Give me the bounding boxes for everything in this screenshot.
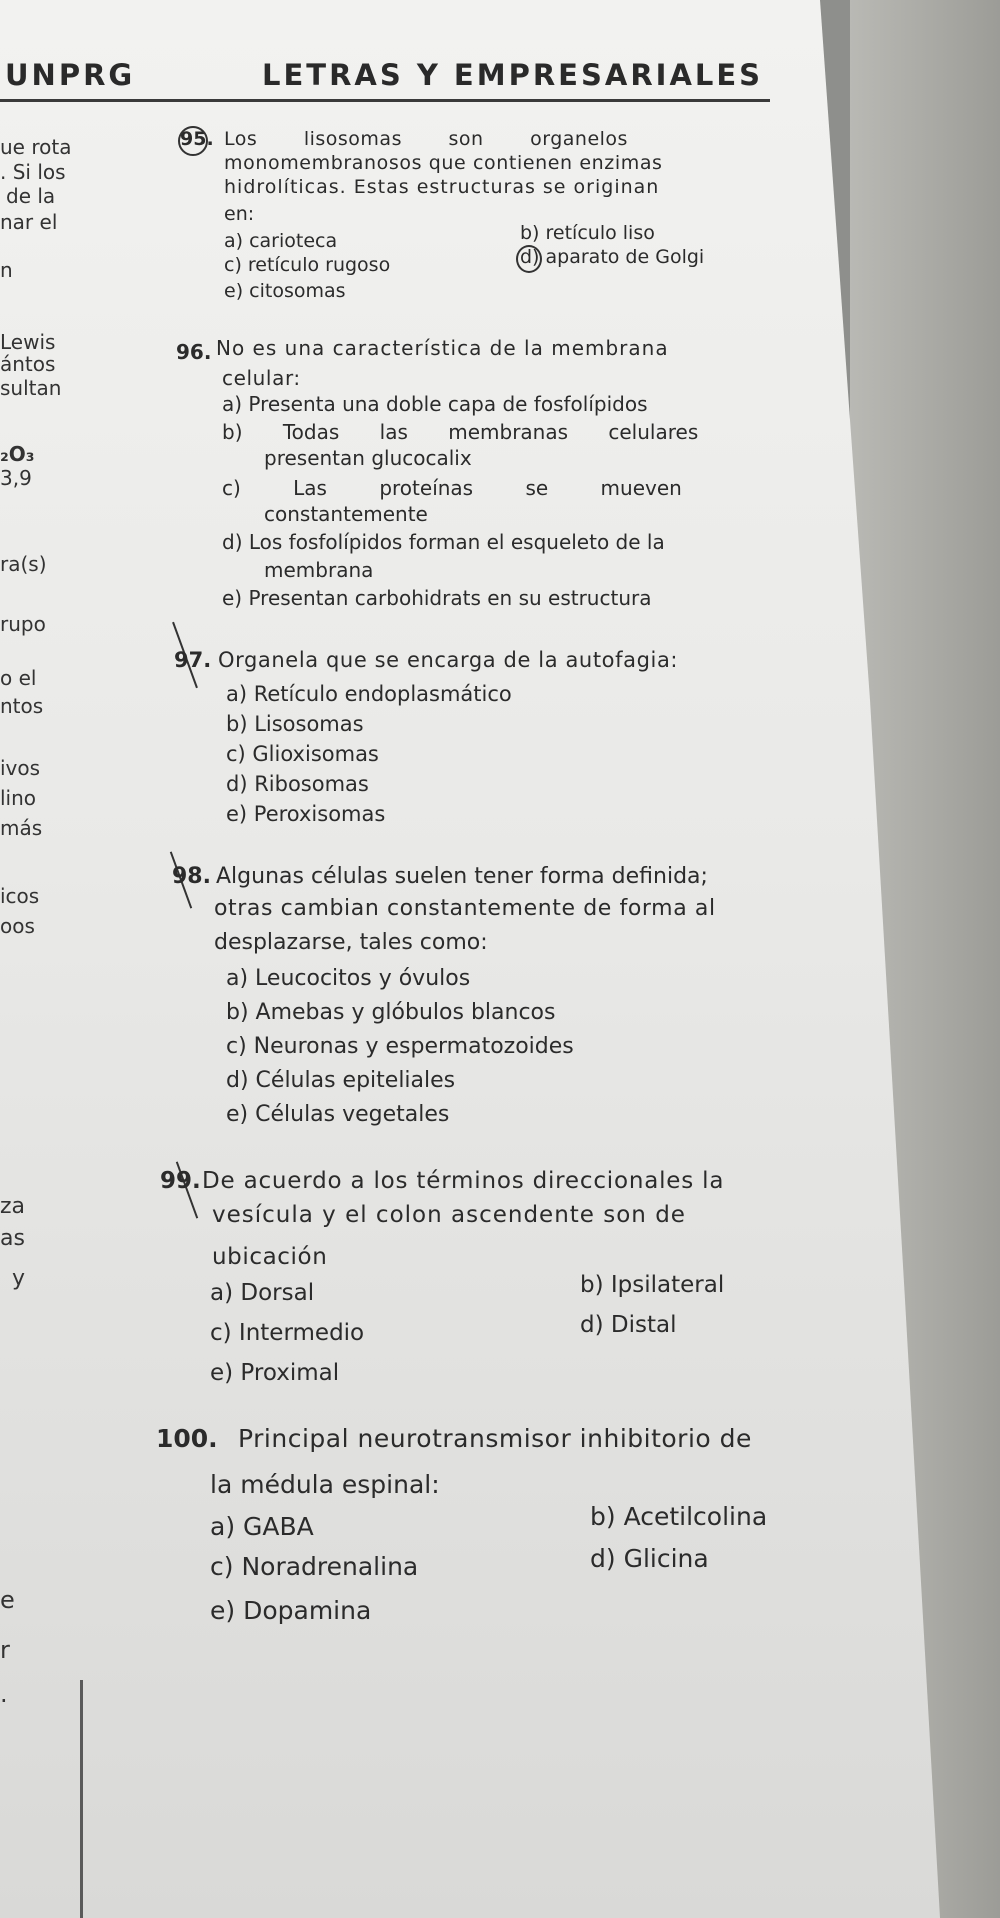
header-area: LETRAS Y EMPRESARIALES	[262, 58, 764, 92]
question-stem-line: De acuerdo a los términos direccionales la	[202, 1168, 725, 1194]
option-b: b) Acetilcolina	[590, 1502, 768, 1531]
left-fragment: as	[0, 1226, 25, 1251]
left-fragment: y	[12, 1266, 26, 1291]
left-fragment: oos	[0, 914, 35, 938]
left-fragment: más	[0, 816, 43, 840]
question-number-circle	[178, 126, 208, 156]
question-number: 95.	[180, 128, 214, 150]
option-b: b) retículo liso	[520, 222, 655, 244]
left-fragment: ntos	[0, 694, 44, 718]
left-fragment: de la	[6, 184, 56, 208]
left-fragment: sultan	[0, 376, 62, 400]
left-fragment: rupo	[0, 612, 46, 636]
left-fragment: .	[0, 1680, 8, 1708]
question-stem-line: No es una característica de la membrana	[216, 336, 669, 360]
question-stem-line: ubicación	[212, 1244, 328, 1270]
left-fragment: o el	[0, 666, 37, 690]
option-d: d) Células epiteliales	[226, 1068, 456, 1093]
left-fragment: nar el	[0, 210, 58, 234]
option-c: c) Noradrenalina	[210, 1552, 419, 1581]
option-d: d) Glicina	[590, 1544, 709, 1573]
option-e: e) citosomas	[224, 280, 346, 302]
option-b: b) Ipsilateral	[580, 1272, 725, 1298]
option-c-cont: constantemente	[264, 502, 428, 526]
question-stem-line: otras cambian constantemente de forma al	[214, 896, 716, 921]
option-b: b) Todas las membranas celulares	[222, 420, 699, 444]
left-fragment: za	[0, 1194, 26, 1219]
option-b: b) Lisosomas	[226, 712, 364, 736]
question-number: 96.	[176, 340, 212, 364]
option-a: a) Leucocitos y óvulos	[226, 966, 471, 991]
question-stem-line: Algunas células suelen tener forma definida;	[216, 864, 708, 889]
option-a: a) Retículo endoplasmático	[226, 682, 512, 706]
left-fragment: lino	[0, 786, 37, 810]
question-stem-line: monomembranosos que contienen enzimas	[224, 152, 663, 174]
question-stem-line: en:	[224, 203, 255, 225]
question-stem-line: Organela que se encarga de la autofagia:	[218, 648, 679, 672]
left-fragment: e	[0, 1586, 15, 1614]
option-a: a) GABA	[210, 1512, 314, 1541]
option-e: e) Proximal	[210, 1360, 340, 1386]
question-number: 100.	[156, 1424, 218, 1453]
option-d: d) Ribosomas	[226, 772, 369, 796]
option-a: a) carioteca	[224, 230, 338, 252]
option-e: e) Peroxisomas	[226, 802, 386, 826]
left-fragment: ántos	[0, 352, 56, 376]
option-b: b) Amebas y glóbulos blancos	[226, 1000, 556, 1025]
option-a: a) Presenta una doble capa de fosfolípidos	[222, 392, 648, 416]
option-c: c) Neuronas y espermatozoides	[226, 1034, 574, 1059]
left-fragment: n	[0, 258, 13, 282]
left-fragment: ue rota	[0, 135, 72, 159]
left-fragment: . Si los	[0, 160, 66, 184]
option-c: c) retículo rugoso	[224, 254, 391, 276]
option-b-cont: presentan glucocalix	[264, 446, 472, 470]
left-fragment: ivos	[0, 756, 41, 780]
option-e: e) Células vegetales	[226, 1102, 450, 1127]
option-c: c) Glioxisomas	[226, 742, 379, 766]
question-stem-line: Los lisosomas son organelos	[224, 128, 628, 150]
option-d: d) Distal	[580, 1312, 677, 1338]
option-e: e) Presentan carbohidrats en su estructura	[222, 586, 652, 610]
left-fragment: ra(s)	[0, 552, 47, 576]
question-stem-line: celular:	[222, 366, 301, 390]
header-university: UNPRG	[5, 58, 136, 92]
question-number: 99.	[160, 1168, 201, 1194]
option-e: e) Dopamina	[210, 1596, 372, 1625]
option-c: c) Intermedio	[210, 1320, 365, 1346]
question-number: 98.	[172, 864, 211, 889]
left-fragment: ₂O₃	[0, 442, 35, 466]
question-stem-line: la médula espinal:	[210, 1470, 440, 1499]
option-c: c) Las proteínas se mueven	[222, 476, 682, 500]
selected-answer-mark	[516, 245, 542, 273]
option-d: d) Los fosfolípidos forman el esqueleto de la	[222, 530, 665, 554]
question-stem-line: hidrolíticas. Estas estructuras se originan	[224, 176, 660, 198]
left-fragment: r	[0, 1636, 10, 1664]
question-stem-line: Principal neurotransmisor inhibitorio de	[238, 1424, 752, 1453]
question-stem-line: vesícula y el colon ascendente son de	[212, 1202, 686, 1228]
question-stem-line: desplazarse, tales como:	[214, 930, 488, 955]
left-fragment: 3,9	[0, 466, 32, 490]
option-d: d) aparato de Golgi	[520, 246, 705, 268]
option-a: a) Dorsal	[210, 1280, 315, 1306]
left-fragment: Lewis	[0, 330, 56, 354]
option-d-cont: membrana	[264, 558, 374, 582]
left-fragment: icos	[0, 884, 40, 908]
question-number: 97.	[174, 648, 212, 672]
